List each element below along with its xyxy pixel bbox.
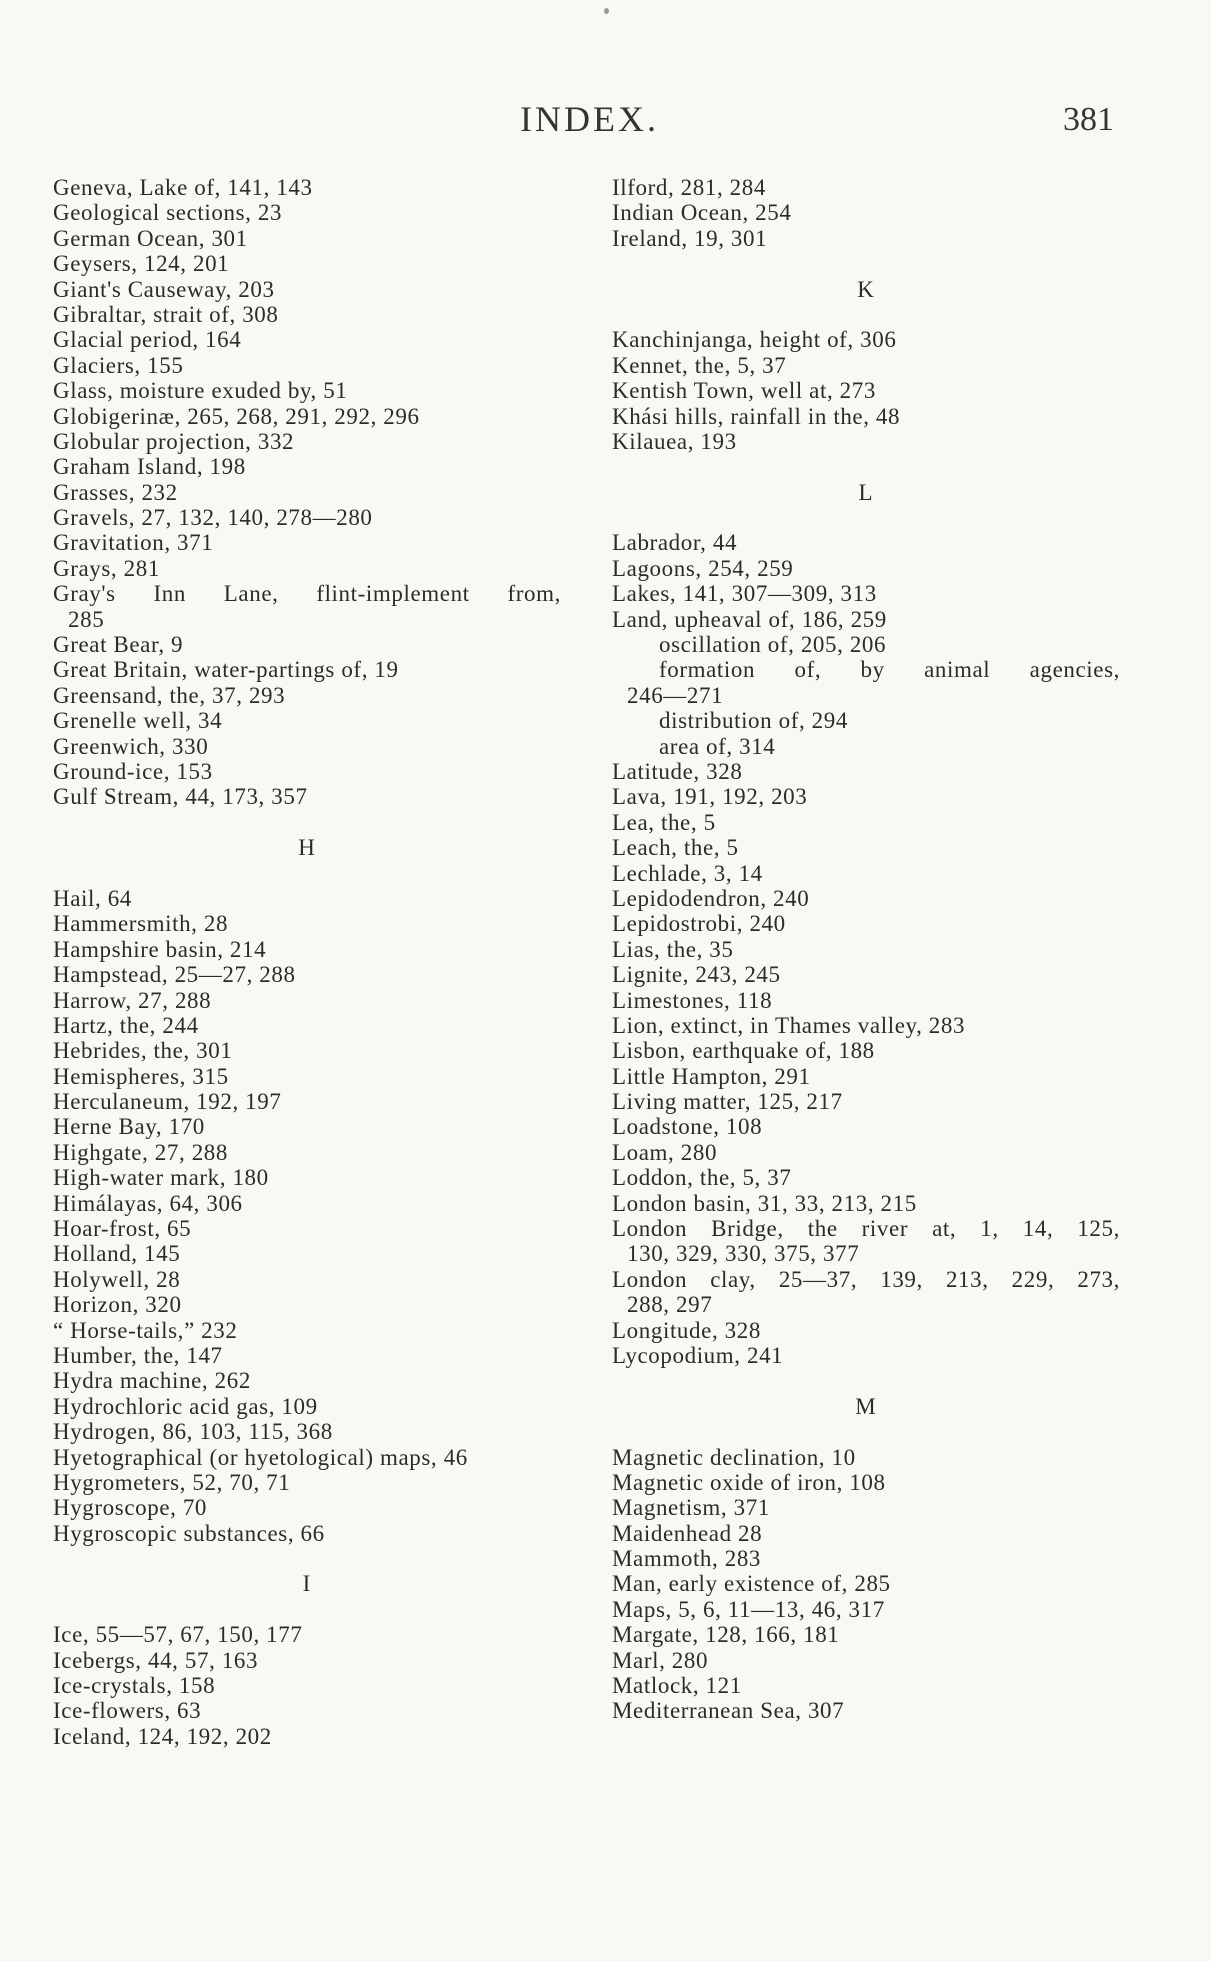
entry-word: clay, <box>710 1266 756 1292</box>
index-entry: Ireland, 19, 301 <box>612 225 768 251</box>
entry-word: formation <box>659 657 756 683</box>
index-entry: Latitude, 328 <box>612 758 743 784</box>
running-head: INDEX. <box>520 99 659 139</box>
entry-word: flint-implement <box>316 581 470 607</box>
entry-word: animal <box>924 657 991 683</box>
ink-speck <box>604 8 609 14</box>
index-subentry <box>612 657 1120 682</box>
entry-word: Bridge, <box>711 1216 784 1242</box>
section-spacer <box>612 251 1152 276</box>
index-entry: Grays, 281 <box>53 555 160 581</box>
index-entry: Matlock, 121 <box>612 1673 742 1699</box>
entry-word: Lane, <box>223 581 279 607</box>
index-entry: Holywell, 28 <box>53 1266 181 1292</box>
index-entry: Man, early existence of, 285 <box>612 1571 891 1597</box>
index-entry: Magnetic oxide of iron, 108 <box>612 1469 886 1495</box>
index-entry-continuation: 285 <box>68 606 105 632</box>
index-entry <box>612 1267 1120 1292</box>
entry-word: at, <box>932 1216 957 1242</box>
index-entry: Lea, the, 5 <box>612 809 716 835</box>
index-entry: Harrow, 27, 288 <box>53 987 212 1013</box>
index-entry: Hydra machine, 262 <box>53 1368 251 1394</box>
index-entry: Longitude, 328 <box>612 1317 761 1343</box>
index-entry: Kennet, the, 5, 37 <box>612 352 787 378</box>
index-entry: Maidenhead 28 <box>612 1520 763 1546</box>
index-entry: Hampshire basin, 214 <box>53 936 267 962</box>
entry-word: 139, <box>880 1266 923 1292</box>
index-entry: Kentish Town, well at, 273 <box>612 378 876 404</box>
section-spacer <box>612 302 1152 327</box>
index-entry: Lava, 191, 192, 203 <box>612 784 808 810</box>
index-entry: London basin, 31, 33, 213, 215 <box>612 1190 917 1216</box>
index-entry: “ Horse-tails,” 232 <box>53 1317 238 1343</box>
index-entry: Hygroscopic substances, 66 <box>53 1520 325 1546</box>
entry-word: 229, <box>1011 1266 1055 1292</box>
index-entry: Ice-flowers, 63 <box>53 1698 202 1724</box>
entry-word: Inn <box>153 581 186 607</box>
entry-word: river <box>861 1216 909 1242</box>
index-entry: Ice, 55—57, 67, 150, 177 <box>53 1622 303 1648</box>
index-entry: Great Bear, 9 <box>53 632 184 658</box>
index-entry: Lepidodendron, 240 <box>612 885 810 911</box>
index-entry: Himálayas, 64, 306 <box>53 1190 243 1216</box>
entry-word: London <box>612 1266 688 1292</box>
index-entry: Horizon, 320 <box>53 1292 182 1318</box>
index-entry: Lepidostrobi, 240 <box>612 911 786 937</box>
index-entry: Gravels, 27, 132, 140, 278—280 <box>53 505 373 531</box>
index-entry: Kilauea, 193 <box>612 428 737 454</box>
index-entry: Holland, 145 <box>53 1241 181 1267</box>
index-entry: Marl, 280 <box>612 1647 709 1673</box>
index-entry: Ice-crystals, 158 <box>53 1673 216 1699</box>
section-spacer <box>53 810 593 835</box>
index-entry <box>53 581 561 606</box>
page-number: 381 <box>1063 101 1114 138</box>
index-entry: Mammoth, 283 <box>612 1546 762 1572</box>
index-entry: Hebrides, the, 301 <box>53 1038 233 1064</box>
index-entry: Lagoons, 254, 259 <box>612 555 794 581</box>
index-entry: High-water mark, 180 <box>53 1165 269 1191</box>
index-entry: Hartz, the, 244 <box>53 1012 199 1038</box>
index-entry: Great Britain, water-partings of, 19 <box>53 657 399 683</box>
index-entry: German Ocean, 301 <box>53 225 248 251</box>
index-entry: Grasses, 232 <box>53 479 178 505</box>
index-entry: Lechlade, 3, 14 <box>612 860 763 886</box>
section-spacer <box>612 454 1152 479</box>
index-entry: Iceland, 124, 192, 202 <box>53 1723 272 1749</box>
index-entry: Icebergs, 44, 57, 163 <box>53 1647 259 1673</box>
index-entry: Magnetism, 371 <box>612 1495 770 1521</box>
index-entry: Hampstead, 25—27, 288 <box>53 962 296 988</box>
index-entry: Kanchinjanga, height of, 306 <box>612 327 897 353</box>
index-entry: Loadstone, 108 <box>612 1114 763 1140</box>
index-entry: Lion, extinct, in Thames valley, 283 <box>612 1012 966 1038</box>
index-entry: Loam, 280 <box>612 1139 718 1165</box>
index-entry: Herculaneum, 192, 197 <box>53 1089 282 1115</box>
index-entry: Lignite, 243, 245 <box>612 962 781 988</box>
index-entry: Greensand, the, 37, 293 <box>53 682 286 708</box>
index-entry: Mediterranean Sea, 307 <box>612 1698 845 1724</box>
section-letter: M <box>855 1393 877 1419</box>
index-entry: Loddon, the, 5, 37 <box>612 1165 792 1191</box>
entry-word: 25—37, <box>778 1266 858 1292</box>
index-column-right <box>612 175 1152 1724</box>
section-spacer <box>612 1368 1152 1393</box>
index-entry: Magnetic declination, 10 <box>612 1444 856 1470</box>
entry-word: by <box>860 657 885 683</box>
index-entry: Lakes, 141, 307—309, 313 <box>612 581 877 607</box>
index-entry: Lias, the, 35 <box>612 936 734 962</box>
index-entry: Hail, 64 <box>53 885 132 911</box>
entry-word: of, <box>794 657 822 683</box>
entry-word: 213, <box>945 1266 989 1292</box>
index-entry: Hydrochloric acid gas, 109 <box>53 1393 318 1419</box>
index-entry: Giant's Causeway, 203 <box>53 276 275 302</box>
index-entry: Labrador, 44 <box>612 530 738 556</box>
index-column-left <box>53 175 593 1749</box>
index-subentry: distribution of, 294 <box>659 708 848 734</box>
index-entry: Highgate, 27, 288 <box>53 1139 229 1165</box>
entry-word: 1, <box>980 1216 999 1242</box>
index-entry: Geneva, Lake of, 141, 143 <box>53 175 313 200</box>
section-spacer <box>53 861 593 886</box>
index-entry <box>612 1216 1120 1241</box>
index-entry: Margate, 128, 166, 181 <box>612 1622 840 1648</box>
section-spacer <box>612 1419 1152 1444</box>
index-entry: Indian Ocean, 254 <box>612 200 792 226</box>
section-spacer <box>612 505 1152 530</box>
section-letter: I <box>302 1571 312 1597</box>
entry-word: 273, <box>1077 1266 1120 1292</box>
index-entry: Humber, the, 147 <box>53 1342 223 1368</box>
index-entry: Geological sections, 23 <box>53 200 283 226</box>
index-entry: Gravitation, 371 <box>53 530 214 556</box>
index-entry: Glaciers, 155 <box>53 352 184 378</box>
index-entry-continuation: 288, 297 <box>627 1292 713 1318</box>
index-entry: Lycopodium, 241 <box>612 1342 784 1368</box>
index-entry: Globular projection, 332 <box>53 428 295 454</box>
index-entry: Hammersmith, 28 <box>53 911 229 937</box>
index-entry: Glass, moisture exuded by, 51 <box>53 378 348 404</box>
entry-word: Gray's <box>53 581 116 607</box>
index-entry: Leach, the, 5 <box>612 835 739 861</box>
section-letter: H <box>298 835 316 861</box>
index-entry-continuation: 130, 329, 330, 375, 377 <box>627 1241 860 1267</box>
section-spacer <box>53 1597 593 1622</box>
entry-word: from, <box>507 581 561 607</box>
index-entry: Hoar-frost, 65 <box>53 1216 192 1242</box>
entry-word: London <box>612 1216 688 1242</box>
entry-word: 14, <box>1022 1216 1054 1242</box>
index-entry: Ground-ice, 153 <box>53 758 213 784</box>
index-entry: Maps, 5, 6, 11—13, 46, 317 <box>612 1596 885 1622</box>
index-entry: Globigerinæ, 265, 268, 291, 292, 296 <box>53 403 420 429</box>
index-entry: Geysers, 124, 201 <box>53 251 230 277</box>
index-entry: Hemispheres, 315 <box>53 1063 229 1089</box>
index-entry: Khási hills, rainfall in the, 48 <box>612 403 901 429</box>
index-entry: Gulf Stream, 44, 173, 357 <box>53 784 308 810</box>
index-entry: Herne Bay, 170 <box>53 1114 205 1140</box>
section-letter: L <box>858 479 874 505</box>
index-entry: Little Hampton, 291 <box>612 1063 811 1089</box>
index-entry: Limestones, 118 <box>612 987 773 1013</box>
index-entry-continuation: 246—271 <box>627 682 724 708</box>
index-subentry: oscillation of, 205, 206 <box>659 632 887 658</box>
index-entry: Grenelle well, 34 <box>53 708 223 734</box>
index-entry: Hygrometers, 52, 70, 71 <box>53 1469 291 1495</box>
index-entry: Ilford, 281, 284 <box>612 175 766 200</box>
entry-word: agencies, <box>1029 657 1120 683</box>
index-entry: Hyetographical (or hyetological) maps, 46 <box>53 1444 468 1470</box>
index-subentry: area of, 314 <box>659 733 776 759</box>
index-entry: Lisbon, earthquake of, 188 <box>612 1038 875 1064</box>
index-entry: Living matter, 125, 217 <box>612 1089 843 1115</box>
section-letter: K <box>857 276 875 302</box>
index-entry: Glacial period, 164 <box>53 327 242 353</box>
index-entry: Graham Island, 198 <box>53 454 246 480</box>
index-entry: Hydrogen, 86, 103, 115, 368 <box>53 1419 333 1445</box>
section-spacer <box>53 1546 593 1571</box>
index-entry: Gibraltar, strait of, 308 <box>53 301 279 327</box>
index-entry: Hygroscope, 70 <box>53 1495 208 1521</box>
index-entry: Greenwich, 330 <box>53 733 209 759</box>
entry-word: the <box>807 1216 838 1242</box>
index-entry: Land, upheaval of, 186, 259 <box>612 606 887 632</box>
entry-word: 125, <box>1077 1216 1120 1242</box>
